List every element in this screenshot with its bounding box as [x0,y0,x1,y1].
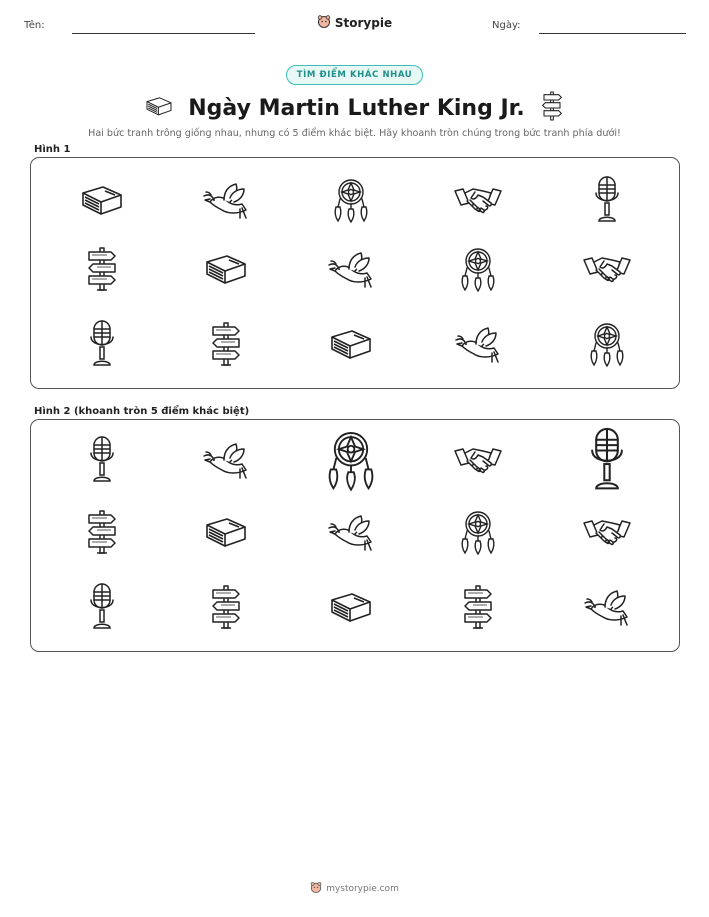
signpost-icon[interactable] [443,575,513,639]
handshake-icon[interactable] [443,168,513,232]
name-field-line[interactable] [72,33,255,34]
dove-icon[interactable] [443,312,513,376]
dreamcatcher-icon[interactable] [443,500,513,564]
dreamcatcher-icon[interactable] [443,237,513,301]
microphone-icon[interactable] [67,575,137,639]
signpost-icon[interactable] [67,500,137,564]
book-icon [144,94,174,122]
dreamcatcher-icon[interactable] [316,168,386,232]
microphone-icon[interactable] [572,168,642,232]
picture1-panel[interactable] [30,157,680,389]
brand-name: Storypie [334,15,393,30]
footer-url[interactable]: mystorypie.com [326,883,399,894]
title-row [0,90,709,126]
activity-badge: TÌM ĐIỂM KHÁC NHAU [286,65,424,85]
footer [0,881,709,896]
dove-icon[interactable] [191,168,261,232]
picture2-panel[interactable] [30,419,680,652]
microphone-icon[interactable] [67,312,137,376]
book-icon[interactable] [191,237,261,301]
dove-icon[interactable] [316,237,386,301]
name-label: Tên: [24,20,45,31]
book-icon[interactable] [191,500,261,564]
book-icon[interactable] [67,168,137,232]
date-label: Ngày: [492,20,521,31]
dreamcatcher-icon[interactable] [304,417,399,503]
handshake-icon[interactable] [443,428,513,492]
signpost-icon[interactable] [67,237,137,301]
microphone-icon[interactable] [560,417,655,503]
signpost-icon [539,90,565,126]
picture2-label: Hình 2 (khoanh tròn 5 điểm khác biệt) [34,406,250,417]
instructions-text: Hai bức tranh trông giống nhau, nhưng có 5 điểm khác biệt. Hãy khoanh tròn chúng trong bức tranh phía dưới! [88,128,621,139]
picture1-label: Hình 1 [34,144,71,155]
book-icon[interactable] [316,312,386,376]
page-title: Ngày Martin Luther King Jr. [188,95,525,121]
brand-logo [0,13,709,32]
dove-icon[interactable] [316,500,386,564]
signpost-icon[interactable] [191,575,261,639]
dreamcatcher-icon[interactable] [572,312,642,376]
storypie-mascot-icon [310,881,322,896]
storypie-mascot-icon [317,13,331,32]
signpost-icon[interactable] [191,312,261,376]
microphone-icon[interactable] [67,428,137,492]
handshake-icon[interactable] [572,500,642,564]
dove-icon[interactable] [572,575,642,639]
handshake-icon[interactable] [572,237,642,301]
date-field-line[interactable] [539,33,686,34]
book-icon[interactable] [316,575,386,639]
dove-icon[interactable] [191,428,261,492]
